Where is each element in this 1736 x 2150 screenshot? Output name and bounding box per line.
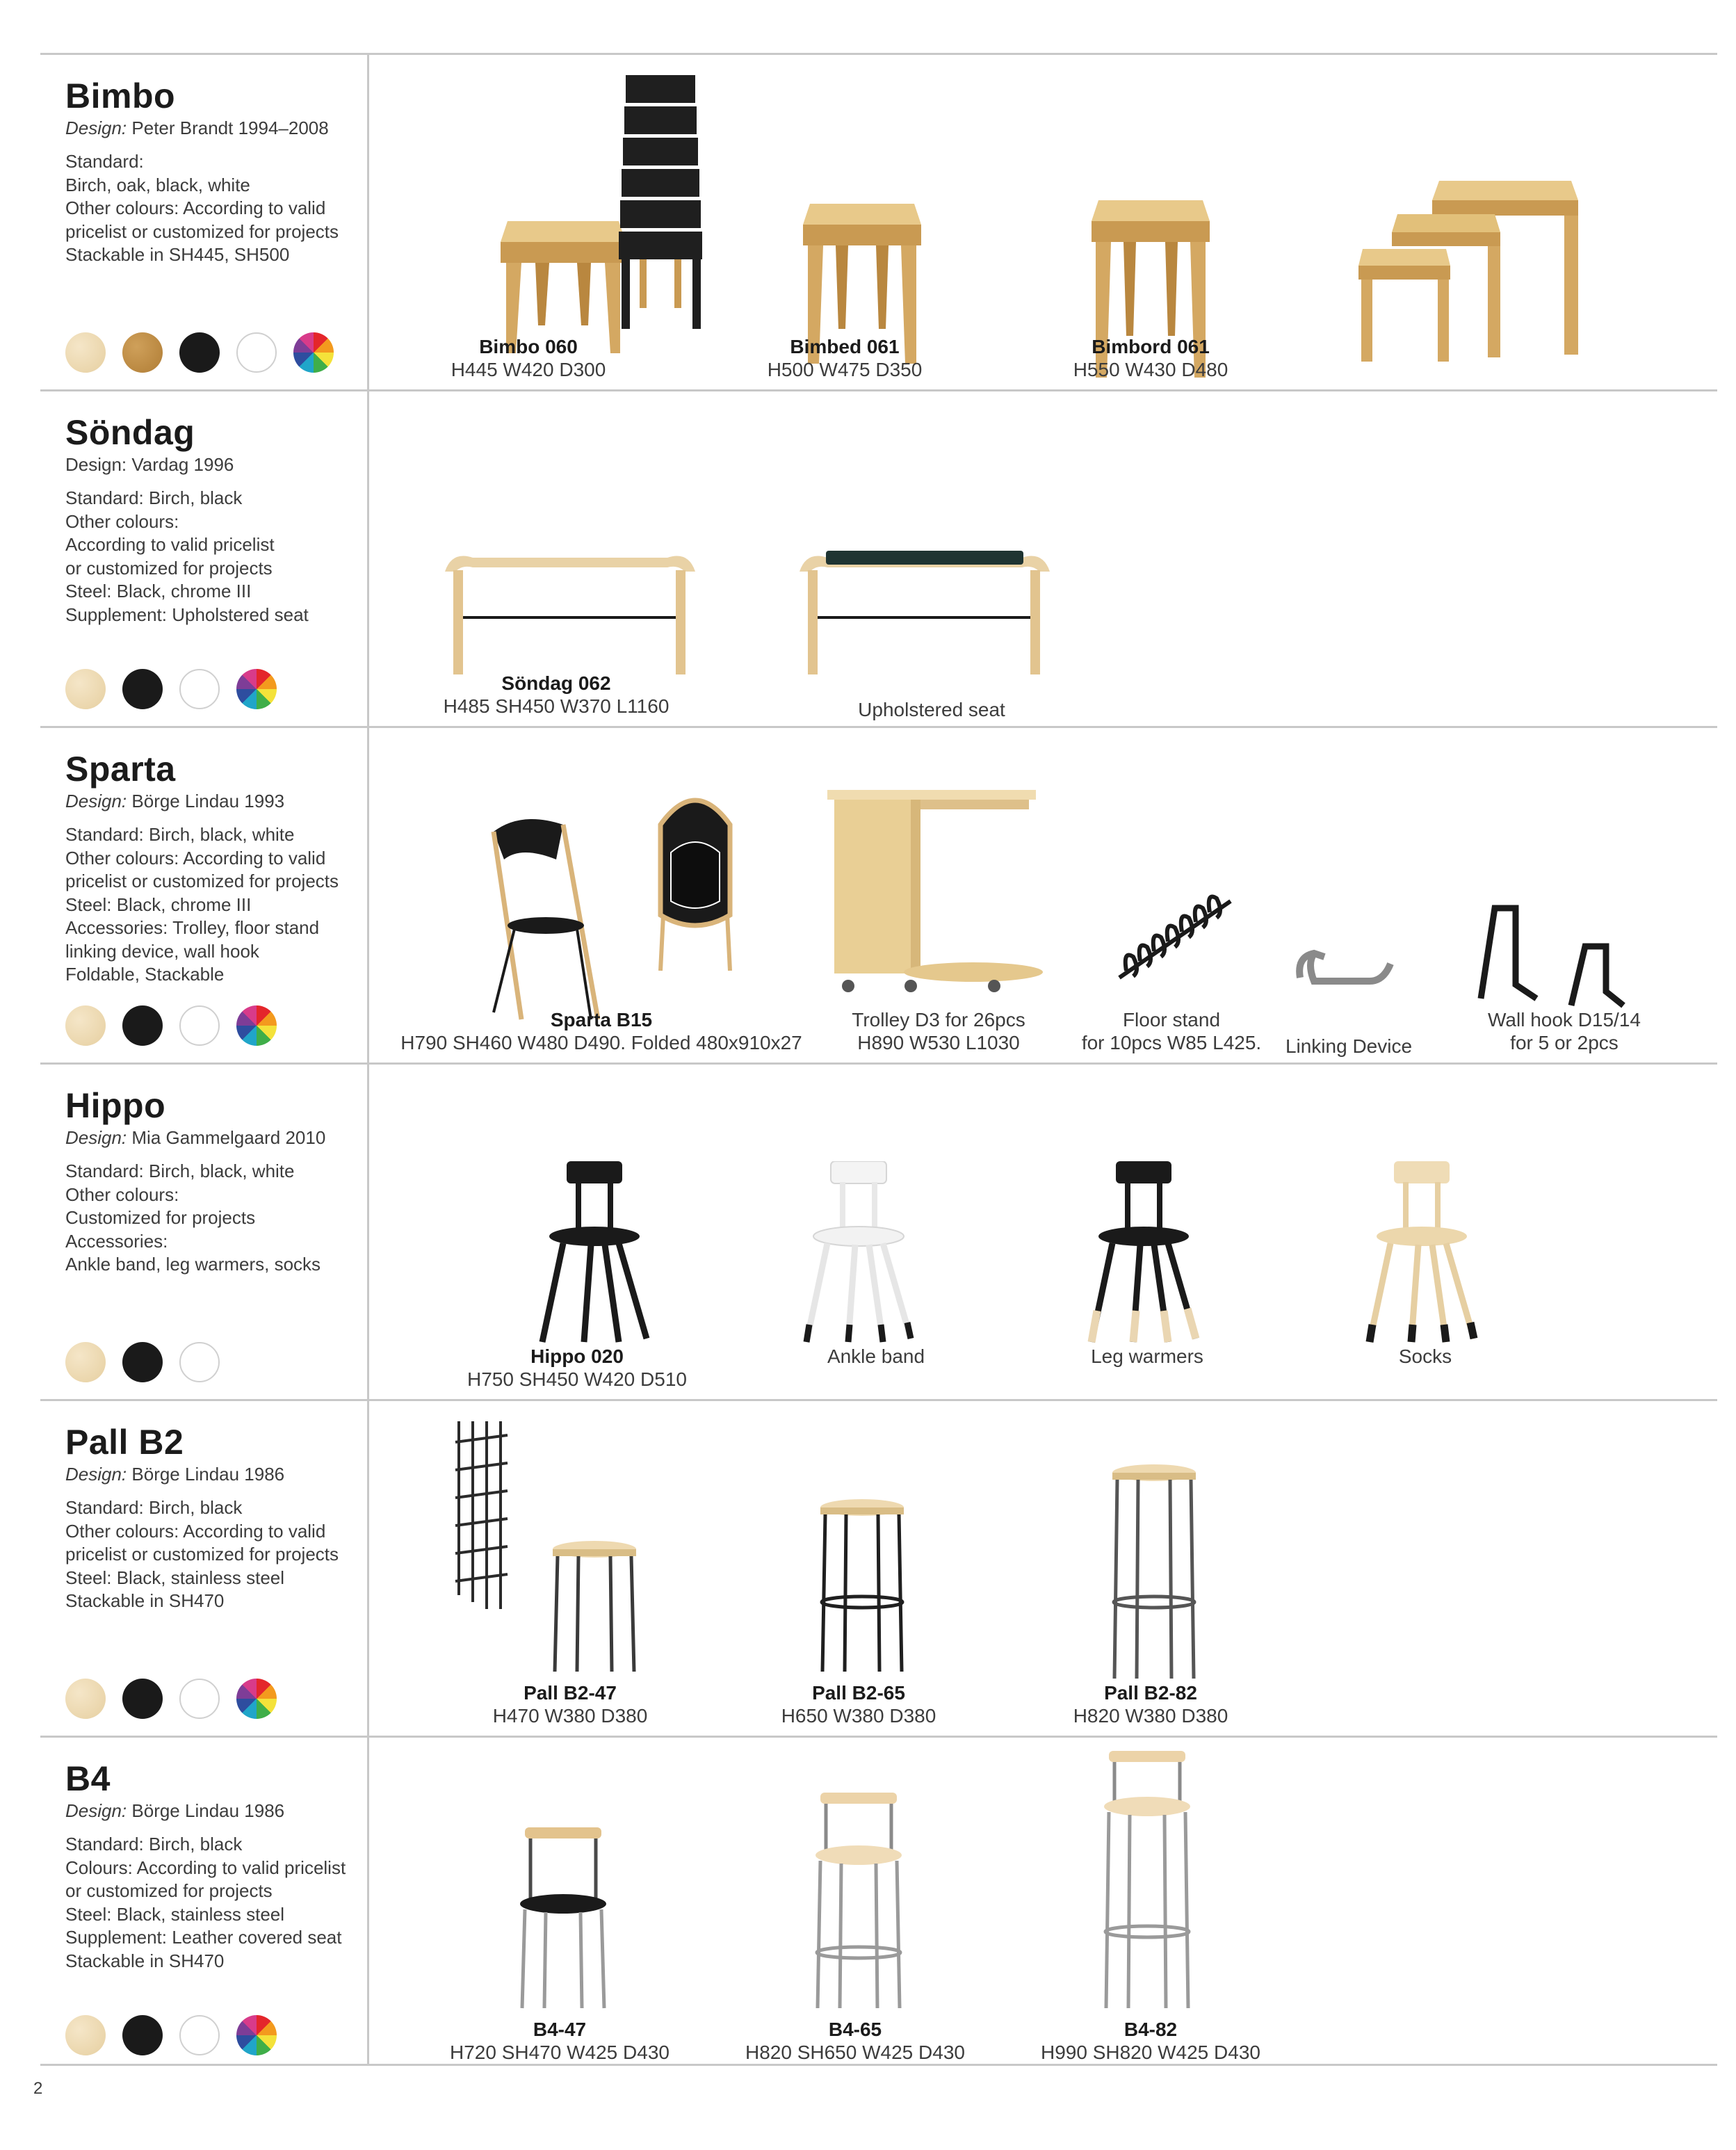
product-dimensions-line2: for 10pcs W85 L425. xyxy=(1081,1032,1262,1053)
product-caption xyxy=(438,2018,681,2064)
product-caption xyxy=(834,1008,1043,1054)
product-dimensions: H500 W475 D350 xyxy=(767,359,923,380)
spec-line: Standard: Birch, black xyxy=(65,1834,243,1854)
design-label: Design: xyxy=(65,454,127,475)
family-info xyxy=(65,1085,371,1277)
swatch-black xyxy=(122,2015,163,2055)
product-dimensions: H720 SH470 W425 D430 xyxy=(450,2042,670,2063)
design-value: Börge Lindau 1993 xyxy=(131,791,285,811)
wall-hook-d14-image xyxy=(1557,936,1634,1019)
spec-block xyxy=(65,150,371,267)
product-family-hippo xyxy=(0,1064,1736,1400)
spec-block xyxy=(65,1833,371,1973)
product-caption xyxy=(733,2018,977,2064)
swatch-multicolour xyxy=(236,669,277,709)
product-caption xyxy=(1053,1681,1248,1727)
product-caption xyxy=(1279,1035,1418,1058)
swatch-birch xyxy=(65,332,106,373)
spec-line: Standard: Birch, black, white xyxy=(65,1161,295,1181)
design-value: Mia Gammelgaard 2010 xyxy=(131,1127,326,1148)
designer-line xyxy=(65,1126,371,1149)
product-name: Bimbed 061 xyxy=(790,336,900,357)
product-caption xyxy=(1025,335,1276,381)
spec-line: Steel: Black, chrome III xyxy=(65,581,252,601)
product-dimensions: H820 W380 D380 xyxy=(1073,1705,1228,1727)
design-value: Börge Lindau 1986 xyxy=(131,1800,285,1821)
linking-device-image xyxy=(1293,943,1397,999)
spec-line: or customized for projects xyxy=(65,1880,273,1901)
spec-line: Foldable, Stackable xyxy=(65,964,225,985)
spec-line: According to valid pricelist xyxy=(65,534,275,555)
spec-line: Supplement: Leather covered seat xyxy=(65,1927,342,1948)
product-caption xyxy=(779,1345,973,1368)
product-dimensions: H990 SH820 W425 D430 xyxy=(1041,2042,1260,2063)
swatch-white xyxy=(179,2015,220,2055)
product-caption xyxy=(445,1345,709,1391)
spec-block xyxy=(65,823,371,987)
swatch-oak xyxy=(122,332,163,373)
design-value: Börge Lindau 1986 xyxy=(131,1464,285,1485)
spec-line: Other colours: xyxy=(65,510,179,532)
spec-line: Stackable in SH470 xyxy=(65,1950,225,1971)
product-name: Bimbord 061 xyxy=(1092,336,1210,357)
product-caption xyxy=(806,698,1057,721)
product-caption xyxy=(761,1681,956,1727)
designer-line xyxy=(65,453,371,476)
spec-line: Ankle band, leg warmers, socks xyxy=(65,1254,321,1275)
swatch-birch xyxy=(65,1342,106,1382)
swatch-white xyxy=(179,1005,220,1046)
product-dimensions-line2: for 5 or 2pcs xyxy=(1510,1032,1619,1053)
spec-line: Other colours: xyxy=(65,1183,179,1205)
product-name: B4-65 xyxy=(828,2019,882,2040)
design-value: Peter Brandt 1994–2008 xyxy=(131,118,329,138)
product-name: Pall B2-65 xyxy=(812,1682,905,1704)
product-dimensions: H750 SH450 W420 D510 xyxy=(467,1368,687,1390)
spec-line: Other colours: According to valid xyxy=(65,197,326,218)
product-dimensions: Wall hook D15/14 xyxy=(1488,1009,1641,1030)
product-dimensions: H790 SH460 W480 D490. Folded 480x910x27 xyxy=(400,1032,802,1053)
product-caption xyxy=(720,335,970,381)
spec-line: Colours: According to valid pricelist xyxy=(65,1857,346,1878)
product-caption xyxy=(386,1008,817,1054)
chair-leg-warmers-image xyxy=(1085,1161,1210,1349)
swatch-black xyxy=(122,1679,163,1719)
bench-sondag-062-image xyxy=(438,544,702,683)
swatch-birch xyxy=(65,669,106,709)
product-caption xyxy=(417,672,695,718)
designer-line xyxy=(65,790,371,812)
swatch-multicolour xyxy=(293,332,334,373)
swatch-multicolour xyxy=(236,2015,277,2055)
stool-pall-b2-82-image xyxy=(1102,1463,1206,1686)
product-dimensions: Upholstered seat xyxy=(858,699,1005,720)
product-family-pall-b2 xyxy=(0,1400,1736,1737)
product-name: Bimbo 060 xyxy=(479,336,578,357)
designer-line xyxy=(65,117,371,139)
product-name: Söndag 062 xyxy=(501,672,611,694)
product-family-b4 xyxy=(0,1737,1736,2074)
product-dimensions: Linking Device xyxy=(1285,1035,1413,1057)
swatch-birch xyxy=(65,1679,106,1719)
chair-b4-82-image xyxy=(1095,1751,1199,2015)
product-name: Pall B2-82 xyxy=(1104,1682,1197,1704)
spec-line: Stackable in SH470 xyxy=(65,1590,225,1611)
spec-line: Steel: Black, stainless steel xyxy=(65,1903,285,1925)
swatch-white xyxy=(236,332,277,373)
product-family-sparta xyxy=(0,727,1736,1064)
family-title: Pall B2 xyxy=(65,1423,184,1462)
spec-line: pricelist or customized for projects xyxy=(65,220,339,242)
design-value: Vardag 1996 xyxy=(131,454,234,475)
spec-line: Steel: Black, chrome III xyxy=(65,894,252,915)
family-info xyxy=(65,75,371,267)
product-dimensions: H485 SH450 W370 L1160 xyxy=(443,695,670,717)
spec-line: pricelist or customized for projects xyxy=(65,1544,339,1565)
family-title: B4 xyxy=(65,1759,111,1798)
spec-line: Accessories: Trolley, floor stand xyxy=(65,917,320,938)
spec-line: or customized for projects xyxy=(65,557,273,579)
spec-line: Customized for projects xyxy=(65,1207,256,1228)
product-dimensions: Socks xyxy=(1398,1345,1452,1367)
spec-line: Supplement: Upholstered seat xyxy=(65,604,309,625)
spec-line: Accessories: xyxy=(65,1230,168,1252)
product-dimensions: H550 W430 D480 xyxy=(1073,359,1228,380)
swatch-white xyxy=(179,669,220,709)
spec-line: Steel: Black, stainless steel xyxy=(65,1567,285,1588)
product-dimensions: Ankle band xyxy=(827,1345,925,1367)
product-name: Hippo 020 xyxy=(530,1345,624,1367)
spec-line: Other colours: According to valid xyxy=(65,1520,326,1542)
swatch-black xyxy=(122,1342,163,1382)
swatch-black xyxy=(122,1005,163,1046)
design-label: Design: xyxy=(65,118,127,138)
product-caption xyxy=(1071,1008,1272,1054)
spec-line: Standard: xyxy=(65,151,144,172)
wall-hook-d15-image xyxy=(1460,901,1543,1012)
chair-b4-65-image xyxy=(806,1793,911,2015)
product-dimensions: H445 W420 D300 xyxy=(451,359,606,380)
family-info xyxy=(65,412,371,627)
product-dimensions-line2: H890 W530 L1030 xyxy=(857,1032,1020,1053)
family-title: Sparta xyxy=(65,750,176,789)
spec-line: Standard: Birch, black, white xyxy=(65,824,295,845)
floor-stand-image xyxy=(1105,894,1244,992)
product-family-sondag xyxy=(0,391,1736,727)
stacked-pall-stools-image xyxy=(445,1414,521,1623)
product-name: Sparta B15 xyxy=(550,1009,653,1030)
trolley-d3-image xyxy=(827,790,1043,999)
family-info xyxy=(65,1421,371,1613)
product-name: B4-47 xyxy=(533,2019,587,2040)
design-label: Design: xyxy=(65,1127,127,1148)
product-caption xyxy=(1467,1008,1662,1054)
design-label: Design: xyxy=(65,1464,127,1485)
stool-pall-b2-65-image xyxy=(810,1498,914,1679)
folding-chair-sparta-b15-image xyxy=(480,811,619,1026)
chair-hippo-020-image xyxy=(535,1161,660,1349)
product-caption xyxy=(473,1681,667,1727)
bench-upholstered-image xyxy=(793,544,1057,683)
swatch-multicolour xyxy=(236,1679,277,1719)
designer-line xyxy=(65,1463,371,1485)
chair-b4-47-image xyxy=(511,1827,615,2015)
swatch-birch xyxy=(65,1005,106,1046)
spec-line: pricelist or customized for projects xyxy=(65,871,339,891)
family-info xyxy=(65,1758,371,1973)
design-label: Design: xyxy=(65,1800,127,1821)
stool-pall-b2-47-image xyxy=(542,1539,647,1679)
product-caption xyxy=(1335,1345,1516,1368)
product-dimensions: H470 W380 D380 xyxy=(492,1705,648,1727)
folded-chair-image xyxy=(647,776,744,978)
swatch-white xyxy=(179,1679,220,1719)
product-caption xyxy=(403,335,654,381)
spec-line: Birch, oak, black, white xyxy=(65,174,250,195)
product-dimensions: H650 W380 D380 xyxy=(781,1705,936,1727)
product-caption xyxy=(1050,1345,1244,1368)
swatch-white xyxy=(179,1342,220,1382)
spec-block xyxy=(65,1160,371,1277)
spec-line: linking device, wall hook xyxy=(65,940,259,962)
product-name: B4-82 xyxy=(1123,2019,1178,2040)
swatch-black xyxy=(179,332,220,373)
spec-line: Standard: Birch, black xyxy=(65,487,243,508)
chair-ankle-band-image xyxy=(800,1161,925,1349)
page-number: 2 xyxy=(33,2079,43,2098)
spec-line: Standard: Birch, black xyxy=(65,1497,243,1518)
product-family-bimbo xyxy=(0,54,1736,391)
chair-socks-image xyxy=(1363,1161,1488,1349)
family-title: Söndag xyxy=(65,413,195,452)
family-info xyxy=(65,748,371,987)
product-name: Pall B2-47 xyxy=(524,1682,617,1704)
family-title: Bimbo xyxy=(65,76,176,115)
stacked-stools-image xyxy=(612,68,709,332)
product-dimensions: Trolley D3 for 26pcs xyxy=(852,1009,1025,1030)
designer-line xyxy=(65,1800,371,1822)
swatch-birch xyxy=(65,2015,106,2055)
nesting-tables-image xyxy=(1356,172,1585,374)
spec-block xyxy=(65,487,371,627)
product-caption xyxy=(1029,2018,1272,2064)
spec-line: Stackable in SH445, SH500 xyxy=(65,244,290,265)
product-dimensions: H820 SH650 W425 D430 xyxy=(745,2042,965,2063)
spec-line: Other colours: According to valid xyxy=(65,847,326,868)
family-title: Hippo xyxy=(65,1086,166,1125)
product-dimensions: Floor stand xyxy=(1122,1009,1221,1030)
swatch-black xyxy=(122,669,163,709)
swatch-multicolour xyxy=(236,1005,277,1046)
spec-block xyxy=(65,1496,371,1613)
product-dimensions: Leg warmers xyxy=(1091,1345,1203,1367)
design-label: Design: xyxy=(65,791,127,811)
